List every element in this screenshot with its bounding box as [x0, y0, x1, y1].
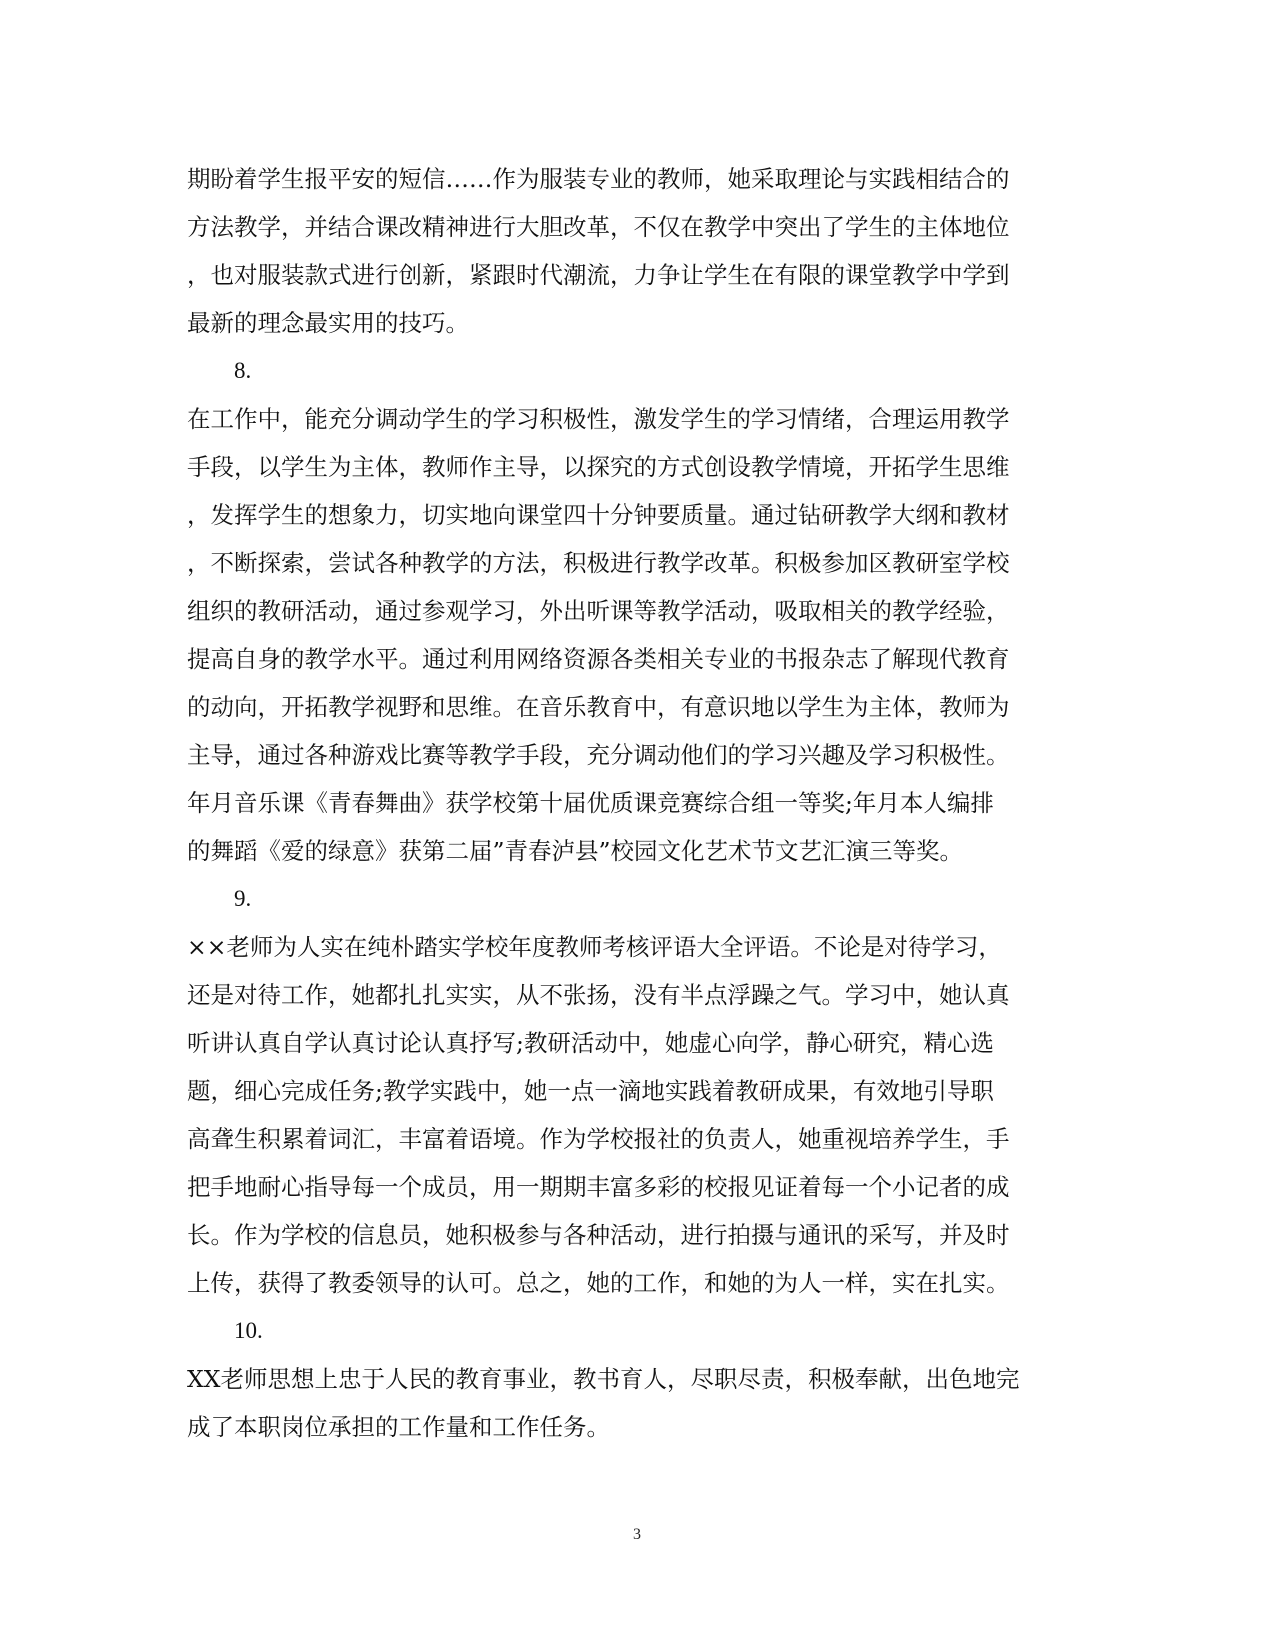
text-line: ，发挥学生的想象力，切实地向课堂四十分钟要质量。通过钻研教学大纲和教材 — [187, 501, 1010, 529]
text-line: ，也对服装款式进行创新，紧跟时代潮流，力争让学生在有限的课堂教学中学到 — [187, 261, 1010, 289]
text-line: ，不断探索，尝试各种教学的方法，积极进行教学改革。积极参加区教研室学校 — [187, 549, 1010, 577]
text-line: 最新的理念最实用的技巧。 — [187, 309, 469, 337]
page-number: 3 — [633, 1526, 641, 1543]
text-line: 题，细心完成任务;教学实践中，她一点一滴地实践着教研成果，有效地引导职 — [187, 1077, 994, 1105]
text-line: ××老师为人实在纯朴踏实学校年度教师考核评语大全评语。不论是对待学习， — [187, 933, 1002, 961]
text-line: 高聋生积累着词汇，丰富着语境。作为学校报社的负责人，她重视培养学生，手 — [187, 1125, 1010, 1153]
text-line: 把手地耐心指导每一个成员，用一期期丰富多彩的校报见证着每一个小记者的成 — [187, 1173, 1010, 1201]
text-line: 长。作为学校的信息员，她积极参与各种活动，进行拍摄与通讯的采写，并及时 — [187, 1221, 1010, 1249]
text-line: 成了本职岗位承担的工作量和工作任务。 — [187, 1413, 610, 1441]
text-line: 主导，通过各种游戏比赛等教学手段，充分调动他们的学习兴趣及学习积极性。 — [187, 741, 1010, 769]
text-line: 期盼着学生报平安的短信……作为服装专业的教师，她采取理论与实践相结合的 — [187, 165, 1010, 193]
document-body — [187, 155, 1057, 1451]
text-line: 的动向，开拓教学视野和思维。在音乐教育中，有意识地以学生为主体，教师为 — [187, 693, 1010, 721]
text-line: 上传，获得了教委领导的认可。总之，她的工作，和她的为人一样，实在扎实。 — [187, 1269, 1010, 1297]
text-line: 年月音乐课《青春舞曲》获学校第十届优质课竞赛综合组一等奖;年月本人编排 — [187, 789, 994, 817]
text-line: 提高自身的教学水平。通过利用网络资源各类相关专业的书报杂志了解现代教育 — [187, 645, 1010, 673]
section-number: 10. — [234, 1318, 263, 1343]
text-line: XX老师思想上忠于人民的教育事业，教书育人，尽职尽责，积极奉献，出色地完 — [187, 1365, 1020, 1393]
text-line: 方法教学，并结合课改精神进行大胆改革，不仅在教学中突出了学生的主体地位 — [187, 213, 1010, 241]
text-line: 听讲认真自学认真讨论认真抒写;教研活动中，她虚心向学，静心研究，精心选 — [187, 1029, 994, 1057]
text-line: 组织的教研活动，通过参观学习，外出听课等教学活动，吸取相关的教学经验， — [187, 597, 1010, 625]
text-line: 手段，以学生为主体，教师作主导，以探究的方式创设教学情境，开拓学生思维 — [187, 453, 1010, 481]
section-number: 9. — [234, 886, 252, 911]
section-number: 8. — [234, 358, 252, 383]
text-line: 的舞蹈《爱的绿意》获第二届”青春泸县”校园文化艺术节文艺汇演三等奖。 — [187, 837, 964, 865]
text-line: 还是对待工作，她都扎扎实实，从不张扬，没有半点浮躁之气。学习中，她认真 — [187, 981, 1010, 1009]
text-line: 在工作中，能充分调动学生的学习积极性，激发学生的学习情绪，合理运用教学 — [187, 405, 1010, 433]
